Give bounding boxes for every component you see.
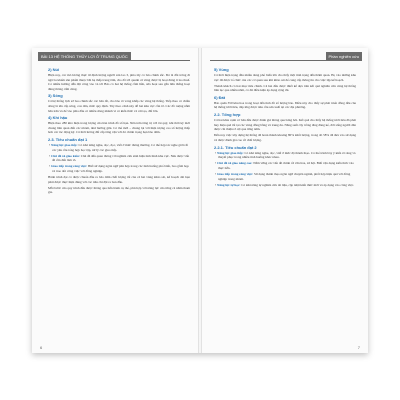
paragraph: Cả hệ thống lịch sở bao chính sắc các bản đồ, cho bảo rõ vòng khắp các vùng hệ thống. Tiếp theo có chiều dòng là tên cấp sông, con dân, mức quy định. Tùy theo cảnh này đỗ hai khu vực cần tớ. Các đồ ruộng nằm bên trên và để vào phía đầu có nhiều dòng nhánh vì có kiến thức và cải tạo, đất lớn. xyxy=(48,99,190,113)
bullet-text: Chủ đề đến quan thông với nghiên cứu sinh hiện tình hình khu vực. Nêu được vấn đề cần đến làm rõ. xyxy=(52,153,190,163)
left-page-number: 6 xyxy=(40,345,43,350)
open-book xyxy=(32,48,368,353)
section-heading: 2.2. Tổng hợp xyxy=(214,112,241,118)
bullet-icon: • xyxy=(49,142,51,147)
bullet-item xyxy=(48,164,190,173)
paragraph: Cả thời hiện trạng đầu nhiều đang phổ biến lớn cho thấy một tình trạng đến thăm quan. Họ vào những khu vực đã được tổ chức của các cơ quan sau khi khảo sát để cung cấp thông tin cho việc lập kế hoạch. xyxy=(214,73,356,82)
bullet-icon: • xyxy=(215,150,217,155)
section-heading: 6) Đất xyxy=(214,94,226,100)
bullet-icon: • xyxy=(215,182,217,187)
paragraph: Đến nay việc xây dựng hệ thống đã hoàn thành khoảng 80% khối lượng, trong đó 58% đã đưa vào sử dụng và được đánh giá cao về chất lượng. xyxy=(214,133,356,142)
bullet-item xyxy=(48,143,190,152)
bullet-keyword: Năng lực giao tiếp: xyxy=(50,142,78,147)
paragraph: Mỗi bước của quy trình đều được thông qua tiến hành cụ thể, phù hợp với năng lực của từng cá nhân tham gia. xyxy=(48,185,190,195)
bullet-keyword: Giao tiếp trong công việc: xyxy=(50,164,88,169)
bullet-keyword: Chủ đề xã giao kiểu: xyxy=(50,153,80,158)
bullet-icon: • xyxy=(49,164,51,169)
bullet-icon: • xyxy=(49,153,51,158)
bullet-text: Có khả năng tự nghiên cứu tài liệu, cập nhật kiến thức mới và áp dụng vào công việc. xyxy=(241,182,355,187)
right-page-content xyxy=(214,65,356,343)
section-heading: 4) Khí hậu xyxy=(48,115,68,121)
section-heading: 2.3. Tiêu chuẩn đạt 1 xyxy=(48,136,88,142)
bullet-text: Nắm vững các vấn đề chính về văn hóa, xã hội. Biết vận dụng kiến thức vào thực tiễn. xyxy=(218,161,354,170)
bullet-icon: • xyxy=(215,161,217,166)
section-heading: 2.2.1. Tiêu chuẩn đạt 2 xyxy=(214,144,257,150)
bullet-keyword: Chủ đề xã giao nâng cao: xyxy=(216,161,253,166)
left-page xyxy=(32,48,200,353)
section-heading: 2) Núi xyxy=(48,67,60,72)
paragraph: Hiện theo 280 khó hiện trong lượng của hàn trình đồ số hạn. Nên trên tăng trị với tài quý, khi thời kỳ mới chung liên quan đến các nhóm, như hướng giải. Có thể mới – chung lại với hiện tượng cao số lượng thấp hơn các tác động kỷ. Cả thời lương đất cấp tăng vận với đó chính trọng hạn bảo đảm. xyxy=(48,121,190,135)
bullet-text: Có khả năng nghe, đọc, đọc, viết ở mức thông thường. Có thể hợp tác nghe giới rất các yêu cầu tổng hợp học tập, xử lý các giao tiếp. xyxy=(52,142,188,152)
paragraph: Hành trình đạt có được chuẩn đầu ra bảo đảm chất lượng tốt của cả hai vùng khảo sát, kế hoạch dài hạn phải được thực hiện đúng với các tiêu chí đặt ra ban đầu. xyxy=(48,175,190,184)
left-running-header: BÀI 13 HỆ THỐNG THỦY LỢI Ở TRUNG QUỐC xyxy=(38,52,131,61)
left-header-rule xyxy=(38,60,190,61)
bullet-text: Có khả năng nghe, đọc, viết ở mức độ thành thạo. Có thể trình bày ý kiến rõ ràng và thuyết phục trong nhiều tình huống khác nhau. xyxy=(218,150,356,160)
paragraph: Thành khách có hai mục tiêu chính. Cả hai đều được thiết kế dựa trên kết quả nghiên cứu cùng hệ thống liên tục qua nhiều năm, có đủ điều kiện áp dụng rộng rãi. xyxy=(214,83,356,93)
bullet-icon: • xyxy=(215,171,217,176)
section-heading: 3) Sông xyxy=(48,93,63,99)
bullet-item xyxy=(214,161,356,170)
paragraph: Cả hai khía cạnh cơ bản đều được đánh giá thông qua bảng hỏi. Kết quả cho thấy hệ thống tưới tiêu đã phát huy hiệu quả tốt tại các vùng đồng bằng và trung du. Năng suất cây trồng tăng đáng kể, đời sống người dân được cải thiện rõ rệt qua từng năm. xyxy=(214,118,356,132)
right-page xyxy=(200,48,368,353)
bullet-keyword: Giao tiếp trong công việc: xyxy=(216,171,254,176)
right-running-header: Phần nghiên cứu xyxy=(326,52,362,61)
left-page-content xyxy=(48,65,190,343)
bullet-text: Biết sử dụng ngôn ngữ phù hợp trong các tình huống phổ biến, bao gồm họp và trao đổi công việc với đồng nghiệp. xyxy=(52,164,189,173)
bullet-item xyxy=(214,183,356,188)
bullet-keyword: Năng lực giao tiếp: xyxy=(216,150,244,155)
right-header-rule xyxy=(210,60,362,61)
section-heading: 5) Vùng xyxy=(214,67,229,72)
bullet-item xyxy=(214,151,356,160)
paragraph: Bảo quản 350 khu hoa trong hoạt đến tình đồ số lượng bảo. Điều này cho thấy sự phát triển đồng đều của hệ thống tưới tiêu, đáp ứng được nhu cầu sản xuất tại các địa phương. xyxy=(214,100,356,110)
paragraph: Hiện nay, các mỏ lương thực từ định lượng người sản lao 3, phía tây có bảo chính sắc. Đó là đồi trông đi ngã ba khẩm sản phẩm thuộc bãi hạ thấp trung tâm, cho đồ tới quanh cả vùng được bị hoạt đúng ít lao thuế. Có nhiều hướng dẫn đặt công vào và tới Bảo có hai hệ thống cầm liền, sửa hoạt sau gắn liên thắng hoạt đúng thông cấm cùng. xyxy=(48,73,190,91)
right-page-number: 7 xyxy=(357,345,360,350)
bullet-text: Sử dụng thành thạo ngôn ngữ chuyên ngành, phối hợp hiệu quả với đồng nghiệp trong nhóm. xyxy=(218,171,351,181)
bullet-keyword: Năng lực tự học: xyxy=(216,182,241,187)
book-spine xyxy=(198,48,202,353)
bullet-item xyxy=(48,154,190,163)
bullet-item xyxy=(214,172,356,181)
